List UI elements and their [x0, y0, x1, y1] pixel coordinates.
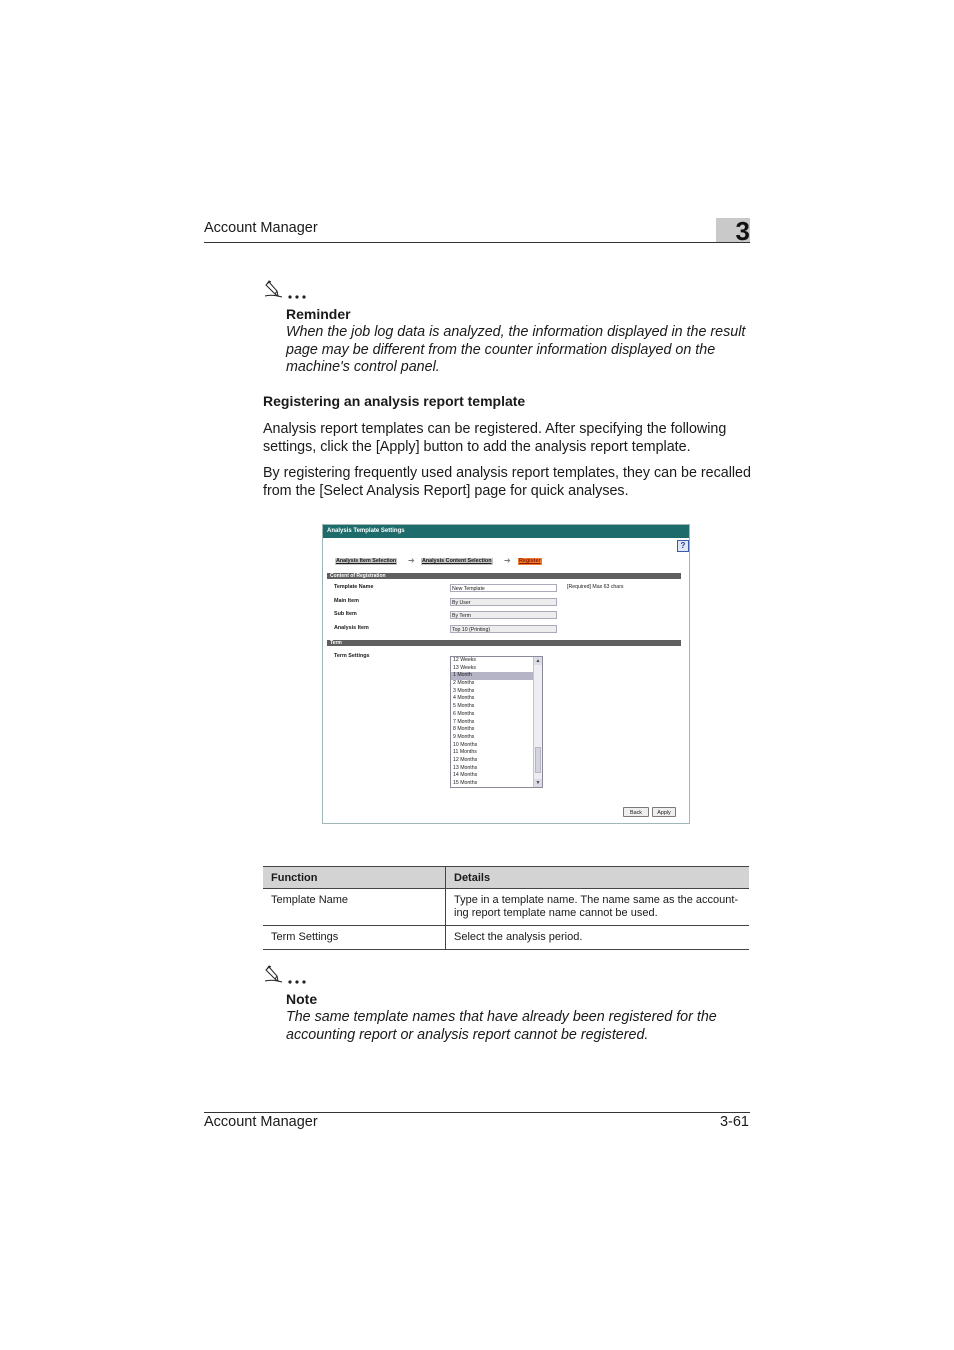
term-option[interactable]: 7 Months: [453, 718, 475, 725]
term-option[interactable]: 8 Months: [453, 726, 475, 733]
term-option[interactable]: 2 Months: [453, 680, 475, 687]
step-analysis-content-selection[interactable]: Analysis Content Selection: [422, 558, 492, 564]
term-options: [451, 657, 542, 788]
scroll-down-icon[interactable]: ▼: [535, 780, 541, 786]
section-heading: Registering an analysis report template: [263, 393, 526, 409]
pencil-note-icon: [264, 963, 314, 987]
pencil-note-icon: [264, 278, 314, 302]
sub-item-label: Sub Item: [334, 611, 357, 617]
footer-rule: [204, 1112, 750, 1113]
reminder-body: When the job log data is analyzed, the information displayed in the result page may be different from the counter information displayed on the machine's control panel.: [286, 324, 746, 376]
term-section-bar: Term: [327, 640, 681, 646]
term-option[interactable]: 13 Months: [453, 764, 478, 771]
paragraph-1: Analysis report templates can be registered. After specifying the following settings, click the [Apply] button to add the analysis report template.: [263, 421, 727, 455]
term-option[interactable]: 6 Months: [453, 710, 475, 717]
table-row: [263, 889, 749, 926]
step-register: Register: [519, 558, 541, 564]
term-settings-list[interactable]: [450, 656, 543, 788]
list-scrollbar[interactable]: [533, 657, 542, 787]
scroll-thumb[interactable]: [535, 747, 541, 773]
row-function: Term Settings: [263, 926, 446, 950]
reminder-heading: Reminder: [286, 306, 351, 322]
analysis-item-label: Analysis Item: [334, 625, 369, 631]
term-settings-label: Term Settings: [334, 653, 370, 659]
scroll-up-icon[interactable]: ▲: [535, 658, 541, 664]
term-option[interactable]: 5 Months: [453, 703, 475, 710]
page-number: 3-61: [719, 1114, 749, 1130]
main-item-field: By User: [450, 598, 557, 606]
template-name-label: Template Name: [334, 584, 374, 590]
arrow-right-icon: ➔: [408, 556, 415, 565]
row-function: Template Name: [263, 889, 446, 926]
template-name-hint: [Required] Max 63 chars: [567, 584, 624, 590]
chapter-number: 3: [735, 216, 750, 246]
back-button[interactable]: Back: [623, 807, 649, 817]
analysis-item-field: Top 10 (Printing): [450, 625, 557, 633]
paragraph-2: By registering frequently used analysis report templates, they can be recalled from the [Select Analysis Report] page for quick analyses.: [263, 465, 751, 499]
row-details: Type in a template name. The name same as the account-ing report template name cannot be used.: [446, 889, 750, 926]
header-details: Details: [446, 867, 750, 889]
term-option[interactable]: 4 Months: [453, 695, 475, 702]
term-option[interactable]: 9 Months: [453, 733, 475, 740]
note-heading: Note: [286, 991, 318, 1007]
term-option[interactable]: 13 Weeks: [453, 664, 476, 671]
sub-item-field: By Term: [450, 611, 557, 619]
template-name-input[interactable]: New Template: [450, 584, 557, 592]
running-footer-title: Account Manager: [204, 1114, 318, 1130]
row-details: Select the analysis period.: [446, 926, 750, 950]
main-item-label: Main Item: [334, 598, 359, 604]
arrow-right-icon: ➔: [504, 556, 511, 565]
content-section-bar: Content of Registration: [327, 573, 681, 579]
note-body: The same template names that have already been registered for the accounting report or analysis report cannot be registered.: [286, 1009, 717, 1043]
table-header-row: [263, 867, 749, 889]
term-option[interactable]: 11 Months: [453, 749, 477, 756]
help-icon[interactable]: ?: [677, 540, 689, 552]
step-analysis-item-selection[interactable]: Analysis Item Selection: [336, 558, 397, 564]
term-option[interactable]: 15 Months: [453, 780, 478, 786]
term-option[interactable]: 12 Weeks: [453, 657, 476, 663]
window-titlebar: Analysis Template Settings: [323, 525, 689, 538]
running-header-title: Account Manager: [204, 220, 318, 236]
table-row: [263, 926, 749, 950]
header-rule: [204, 242, 750, 243]
apply-button[interactable]: Apply: [652, 807, 676, 817]
function-table: [263, 866, 749, 950]
term-option[interactable]: 12 Months: [453, 756, 478, 763]
term-option[interactable]: 10 Months: [453, 741, 478, 748]
header-function: Function: [263, 867, 446, 889]
term-option[interactable]: 14 Months: [453, 772, 478, 779]
analysis-template-screenshot: [322, 524, 690, 824]
term-option[interactable]: 3 Months: [453, 687, 475, 694]
term-option[interactable]: 1 Month: [451, 672, 535, 680]
